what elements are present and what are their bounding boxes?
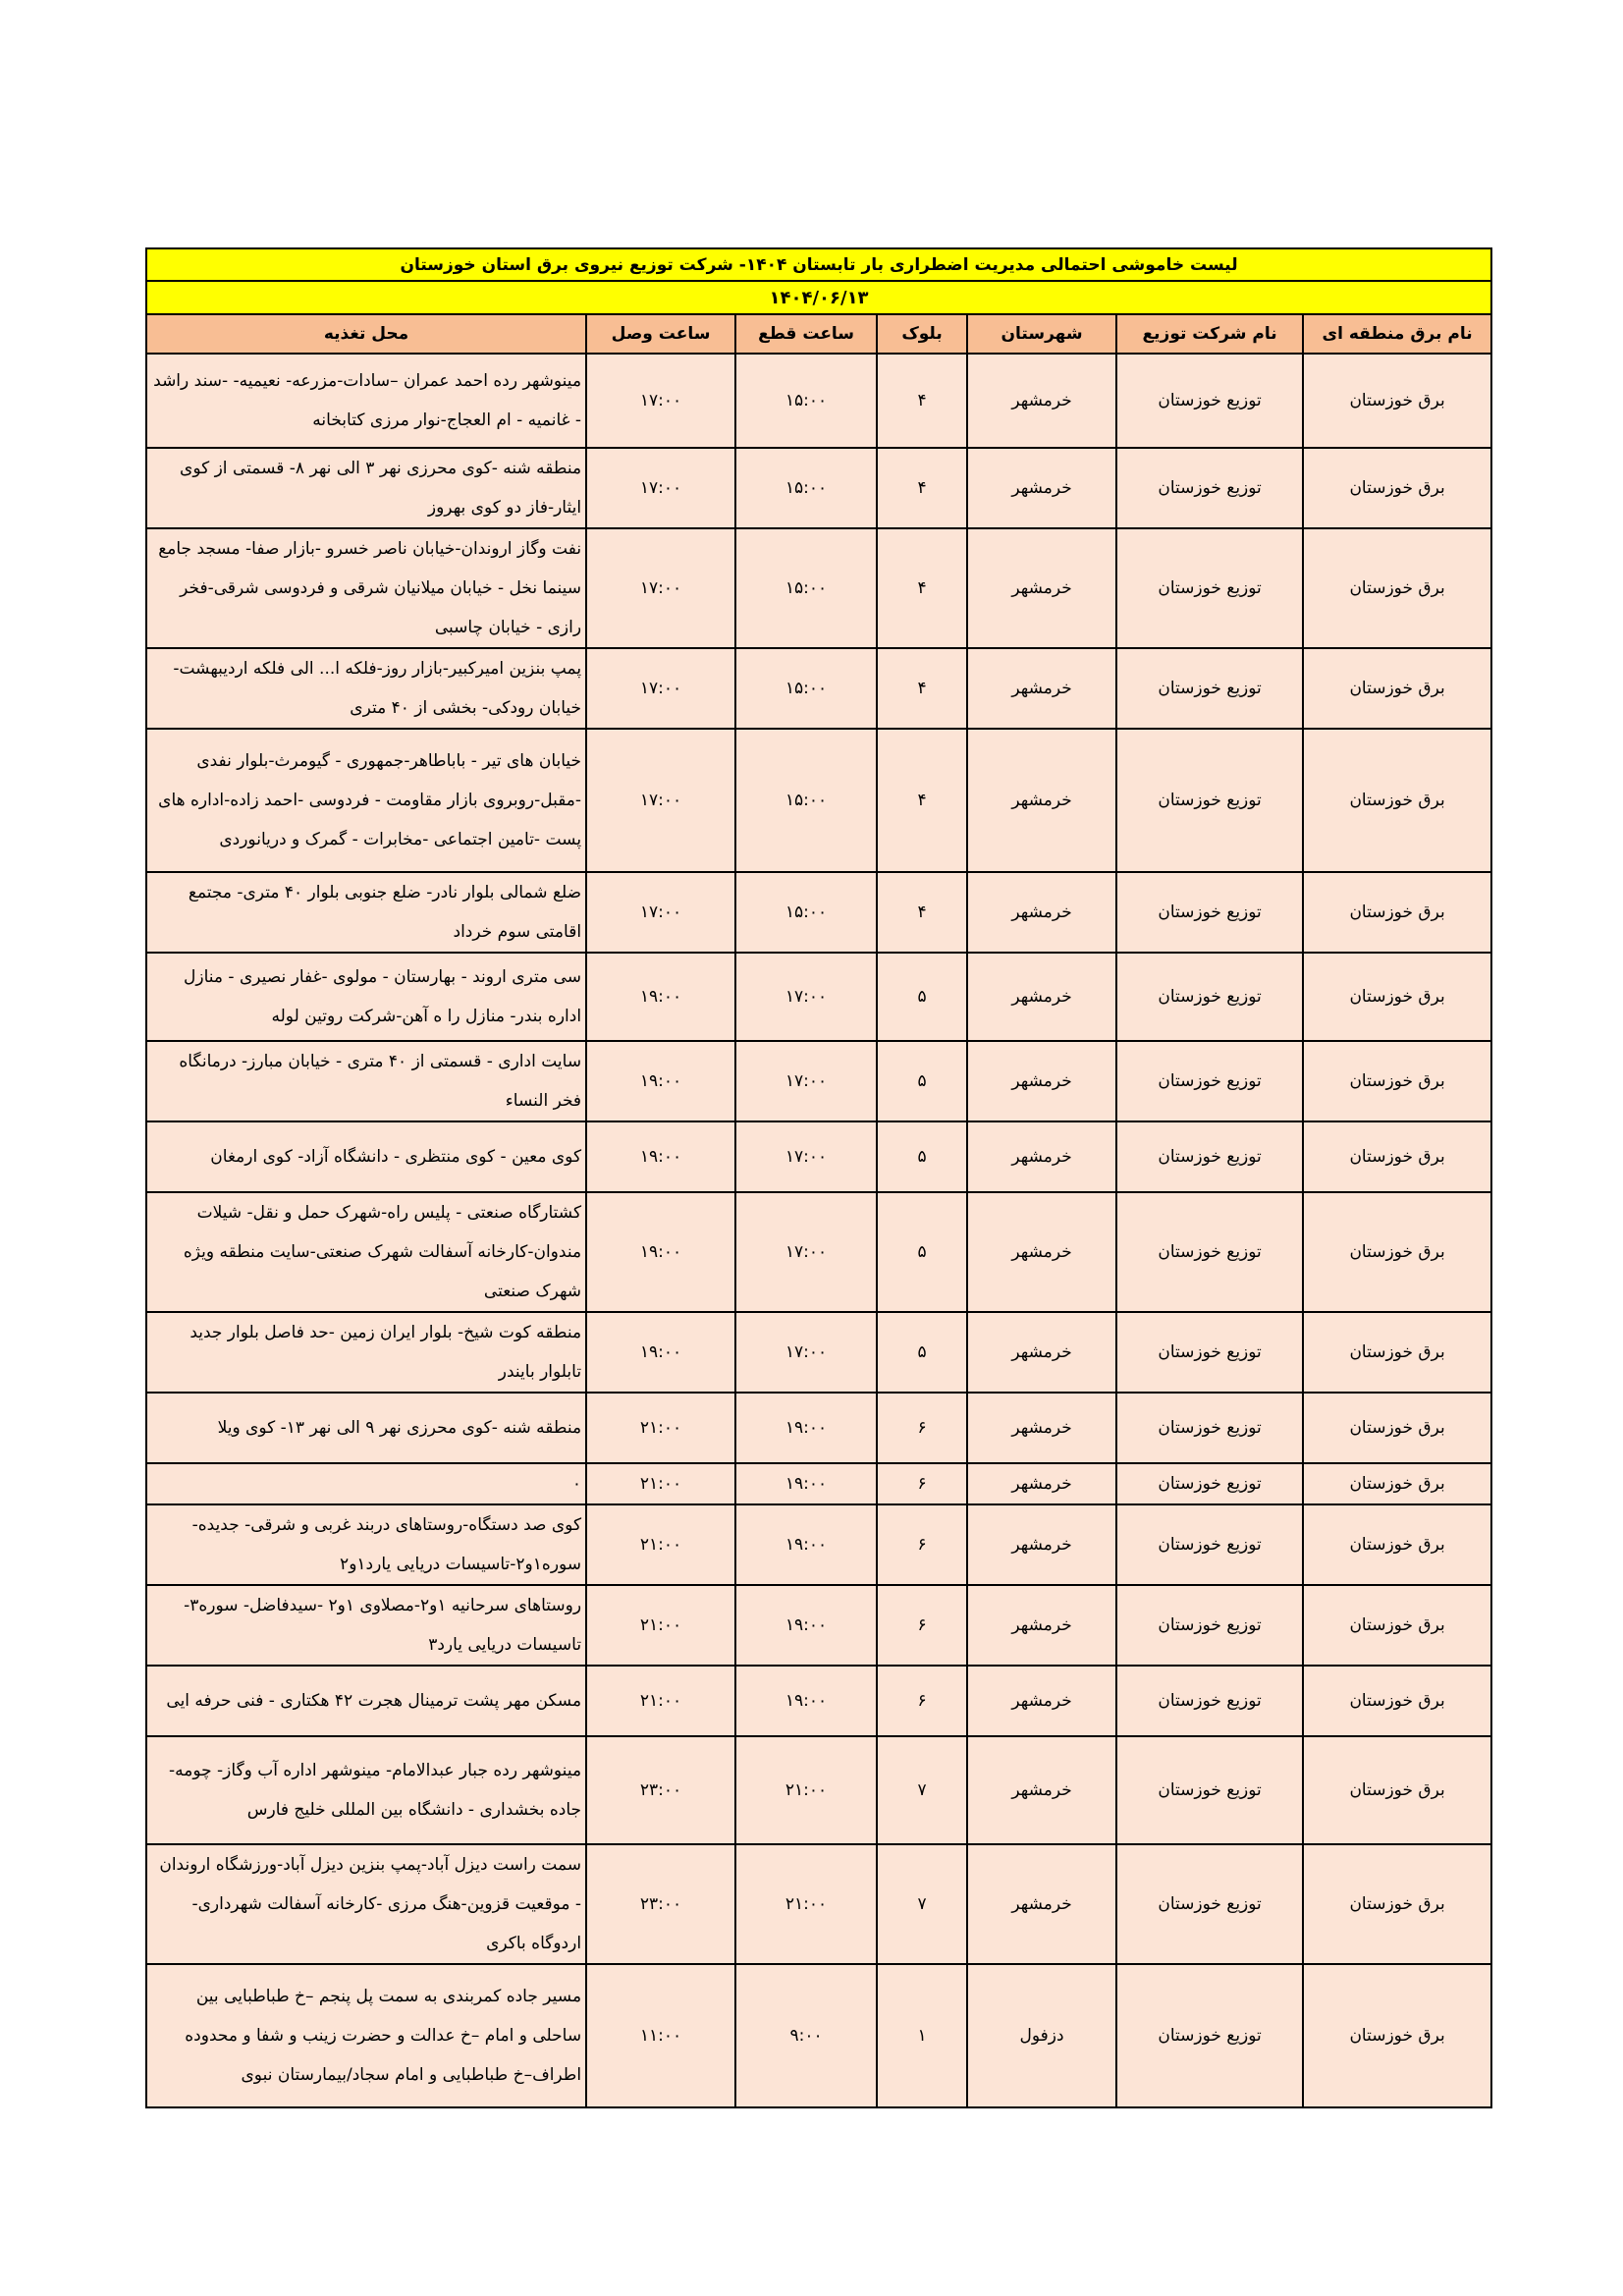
cell-cut-time: ۱۵:۰۰: [735, 729, 877, 872]
table-row: [146, 1666, 1491, 1736]
table-title: لیست خاموشی احتمالی مدیریت اضطراری بار تابستان ۱۴۰۴- شرکت توزیع نیروی برق استان خوزستان: [146, 248, 1491, 281]
cell-location: کوی صد دستگاه-روستاهای دربند غربی و شرقی- جدیده-سوره۱و۲-تاسیسات دریایی یارد۱و۲: [146, 1504, 586, 1585]
cell-region: برق خوزستان: [1303, 1121, 1491, 1192]
cell-company: توزیع خوزستان: [1116, 1041, 1303, 1121]
table-row: [146, 1504, 1491, 1585]
cell-location: کوی معین - کوی منتظری - دانشگاه آزاد- کوی ارمغان: [146, 1121, 586, 1192]
table-body: [146, 354, 1491, 2107]
cell-company: توزیع خوزستان: [1116, 1504, 1303, 1585]
table-row: [146, 1585, 1491, 1666]
table-row: [146, 1312, 1491, 1393]
table-row: [146, 1736, 1491, 1844]
cell-connect-time: ۱۹:۰۰: [586, 1192, 735, 1312]
cell-connect-time: ۱۹:۰۰: [586, 1041, 735, 1121]
cell-company: توزیع خوزستان: [1116, 1666, 1303, 1736]
cell-city: خرمشهر: [967, 729, 1116, 872]
cell-connect-time: ۱۹:۰۰: [586, 1121, 735, 1192]
cell-cut-time: ۱۵:۰۰: [735, 648, 877, 729]
cell-company: توزیع خوزستان: [1116, 953, 1303, 1041]
cell-cut-time: ۱۹:۰۰: [735, 1463, 877, 1504]
table-row: [146, 1041, 1491, 1121]
cell-city: خرمشهر: [967, 872, 1116, 953]
cell-location: منطقه کوت شیخ- بلوار ایران زمین -حد فاصل بلوار جدید تابلوار بایندر: [146, 1312, 586, 1393]
cell-connect-time: ۲۱:۰۰: [586, 1585, 735, 1666]
cell-region: برق خوزستان: [1303, 1666, 1491, 1736]
table-date: ۱۴۰۴/۰۶/۱۳: [146, 281, 1491, 314]
cell-location: منطقه شنه -کوی محرزی نهر ۳ الی نهر ۸- قسمتی از کوی ایثار-فاز دو کوی بهروز: [146, 448, 586, 528]
cell-connect-time: ۲۱:۰۰: [586, 1463, 735, 1504]
table-row: [146, 528, 1491, 648]
cell-city: خرمشهر: [967, 1736, 1116, 1844]
cell-connect-time: ۲۳:۰۰: [586, 1736, 735, 1844]
table-row: [146, 1393, 1491, 1463]
cell-block: ۷: [877, 1844, 967, 1964]
cell-region: برق خوزستان: [1303, 1736, 1491, 1844]
cell-company: توزیع خوزستان: [1116, 1121, 1303, 1192]
cell-block: ۶: [877, 1585, 967, 1666]
cell-company: توزیع خوزستان: [1116, 648, 1303, 729]
cell-company: توزیع خوزستان: [1116, 1585, 1303, 1666]
cell-location: سایت اداری - قسمتی از ۴۰ متری - خیابان مبارز- درمانگاه فخر النساء: [146, 1041, 586, 1121]
cell-region: برق خوزستان: [1303, 1041, 1491, 1121]
cell-connect-time: ۱۷:۰۰: [586, 872, 735, 953]
cell-city: خرمشهر: [967, 1121, 1116, 1192]
cell-company: توزیع خوزستان: [1116, 354, 1303, 448]
cell-region: برق خوزستان: [1303, 953, 1491, 1041]
cell-city: خرمشهر: [967, 953, 1116, 1041]
table-row: [146, 953, 1491, 1041]
cell-company: توزیع خوزستان: [1116, 1964, 1303, 2107]
cell-company: توزیع خوزستان: [1116, 1192, 1303, 1312]
header-location: محل تغذیه: [146, 314, 586, 354]
cell-cut-time: ۱۹:۰۰: [735, 1666, 877, 1736]
cell-city: خرمشهر: [967, 354, 1116, 448]
table-row: [146, 448, 1491, 528]
cell-location: نفت وگاز اروندان-خیابان ناصر خسرو -بازار صفا- مسجد جامع سینما نخل - خیابان میلانیان شرقی و فردوسی شرقی-فخر رازی - خیابان چاسبی: [146, 528, 586, 648]
cell-block: ۵: [877, 1312, 967, 1393]
cell-region: برق خوزستان: [1303, 1463, 1491, 1504]
outage-sheet: [145, 247, 1490, 2108]
cell-city: خرمشهر: [967, 1041, 1116, 1121]
table-row: [146, 729, 1491, 872]
cell-block: ۴: [877, 354, 967, 448]
header-city: شهرستان: [967, 314, 1116, 354]
cell-location: روستاهای سرحانیه ۱و۲-مصلاوی ۱و۲ -سیدفاضل- سوره۳-تاسیسات دریایی یارد۳: [146, 1585, 586, 1666]
cell-city: دزفول: [967, 1964, 1116, 2107]
cell-block: ۴: [877, 872, 967, 953]
cell-location: مینوشهر رده جبار عبدالامام- مینوشهر اداره آب وگاز- چومه- جاده بخشداری - دانشگاه بین المللی خلیج فارس: [146, 1736, 586, 1844]
cell-company: توزیع خوزستان: [1116, 528, 1303, 648]
cell-company: توزیع خوزستان: [1116, 729, 1303, 872]
cell-cut-time: ۲۱:۰۰: [735, 1736, 877, 1844]
cell-location: خیابان های تیر - باباطاهر-جمهوری - گیومرث-بلوار نفدی -مقبل-روبروی بازار مقاومت - فردوسی -احمد زاده-اداره های پست -تامین اجتماعی -مخابرات - گمرک و دریانوردی: [146, 729, 586, 872]
header-cut-time: ساعت قطع: [735, 314, 877, 354]
cell-company: توزیع خوزستان: [1116, 448, 1303, 528]
table-row: [146, 1463, 1491, 1504]
cell-connect-time: ۲۳:۰۰: [586, 1844, 735, 1964]
cell-city: خرمشهر: [967, 1463, 1116, 1504]
cell-cut-time: ۱۵:۰۰: [735, 872, 877, 953]
cell-block: ۴: [877, 729, 967, 872]
header-company: نام شرکت توزیع: [1116, 314, 1303, 354]
cell-connect-time: ۱۷:۰۰: [586, 729, 735, 872]
cell-company: توزیع خوزستان: [1116, 1312, 1303, 1393]
cell-cut-time: ۱۷:۰۰: [735, 953, 877, 1041]
table-row: [146, 1192, 1491, 1312]
header-block: بلوک: [877, 314, 967, 354]
cell-connect-time: ۲۱:۰۰: [586, 1393, 735, 1463]
cell-region: برق خوزستان: [1303, 729, 1491, 872]
cell-block: ۴: [877, 648, 967, 729]
cell-block: ۵: [877, 1121, 967, 1192]
table-row: [146, 1121, 1491, 1192]
table-row: [146, 872, 1491, 953]
cell-block: ۴: [877, 448, 967, 528]
cell-city: خرمشهر: [967, 1192, 1116, 1312]
table-row: [146, 648, 1491, 729]
cell-city: خرمشهر: [967, 448, 1116, 528]
cell-cut-time: ۱۵:۰۰: [735, 448, 877, 528]
cell-location: منطقه شنه -کوی محرزی نهر ۹ الی نهر ۱۳- کوی ویلا: [146, 1393, 586, 1463]
cell-cut-time: ۱۵:۰۰: [735, 354, 877, 448]
cell-region: برق خوزستان: [1303, 354, 1491, 448]
cell-block: ۶: [877, 1463, 967, 1504]
cell-city: خرمشهر: [967, 528, 1116, 648]
cell-location: ۰: [146, 1463, 586, 1504]
cell-block: ۱: [877, 1964, 967, 2107]
cell-connect-time: ۱۹:۰۰: [586, 953, 735, 1041]
cell-connect-time: ۱۷:۰۰: [586, 648, 735, 729]
header-connect-time: ساعت وصل: [586, 314, 735, 354]
cell-cut-time: ۱۷:۰۰: [735, 1192, 877, 1312]
cell-location: سمت راست دیزل آباد-پمپ بنزین دیزل آباد-ورزشگاه اروندان - موقعیت قزوین-هنگ مرزی -کارخانه آسفالت شهرداری-اردوگاه باکری: [146, 1844, 586, 1964]
cell-region: برق خوزستان: [1303, 1192, 1491, 1312]
cell-region: برق خوزستان: [1303, 1312, 1491, 1393]
cell-connect-time: ۲۱:۰۰: [586, 1504, 735, 1585]
cell-block: ۵: [877, 1041, 967, 1121]
cell-cut-time: ۱۷:۰۰: [735, 1312, 877, 1393]
cell-cut-time: ۱۷:۰۰: [735, 1121, 877, 1192]
cell-connect-time: ۲۱:۰۰: [586, 1666, 735, 1736]
cell-city: خرمشهر: [967, 648, 1116, 729]
cell-location: پمپ بنزین امیرکبیر-بازار روز-فلکه ا... الی فلکه اردیبهشت-خیابان رودکی- بخشی از ۴۰ متری: [146, 648, 586, 729]
cell-cut-time: ۹:۰۰: [735, 1964, 877, 2107]
cell-connect-time: ۱۷:۰۰: [586, 528, 735, 648]
cell-city: خرمشهر: [967, 1393, 1116, 1463]
cell-city: خرمشهر: [967, 1844, 1116, 1964]
cell-location: سی متری اروند - بهارستان - مولوی -غفار نصیری - منازل اداره بندر- منازل را ه آهن-شرکت روتین لوله: [146, 953, 586, 1041]
cell-company: توزیع خوزستان: [1116, 1393, 1303, 1463]
cell-region: برق خوزستان: [1303, 648, 1491, 729]
cell-location: مسیر جاده کمربندی به سمت پل پنجم –خ طباطبایی بین ساحلی و امام –خ عدالت و حضرت زینب و شفا و محدوده اطراف–خ طباطبایی و امام سجاد/بیمارستان نبوی: [146, 1964, 586, 2107]
cell-company: توزیع خوزستان: [1116, 1736, 1303, 1844]
cell-city: خرمشهر: [967, 1666, 1116, 1736]
cell-block: ۴: [877, 528, 967, 648]
cell-cut-time: ۱۹:۰۰: [735, 1504, 877, 1585]
cell-cut-time: ۱۵:۰۰: [735, 528, 877, 648]
cell-region: برق خوزستان: [1303, 1504, 1491, 1585]
header-region: نام برق منطقه ای: [1303, 314, 1491, 354]
cell-block: ۶: [877, 1504, 967, 1585]
cell-region: برق خوزستان: [1303, 528, 1491, 648]
cell-region: برق خوزستان: [1303, 448, 1491, 528]
table-row: [146, 1964, 1491, 2107]
cell-company: توزیع خوزستان: [1116, 1844, 1303, 1964]
cell-cut-time: ۱۹:۰۰: [735, 1585, 877, 1666]
cell-location: مسکن مهر پشت ترمینال هجرت ۴۲ هکتاری - فنی حرفه ایی: [146, 1666, 586, 1736]
cell-connect-time: ۱۱:۰۰: [586, 1964, 735, 2107]
cell-block: ۷: [877, 1736, 967, 1844]
cell-company: توزیع خوزستان: [1116, 872, 1303, 953]
cell-region: برق خوزستان: [1303, 1964, 1491, 2107]
cell-connect-time: ۱۹:۰۰: [586, 1312, 735, 1393]
cell-connect-time: ۱۷:۰۰: [586, 354, 735, 448]
cell-location: ضلع شمالی بلوار نادر- ضلع جنوبی بلوار ۴۰ متری- مجتمع اقامتی سوم خرداد: [146, 872, 586, 953]
cell-region: برق خوزستان: [1303, 1844, 1491, 1964]
cell-city: خرمشهر: [967, 1504, 1116, 1585]
cell-block: ۶: [877, 1666, 967, 1736]
cell-block: ۵: [877, 1192, 967, 1312]
table-row: [146, 1844, 1491, 1964]
cell-region: برق خوزستان: [1303, 1393, 1491, 1463]
cell-region: برق خوزستان: [1303, 1585, 1491, 1666]
cell-location: کشتارگاه صنعتی - پلیس راه-شهرک حمل و نقل- شیلات مندوان-کارخانه آسفالت شهرک صنعتی-سایت منطقه ویژه شهرک صنعتی: [146, 1192, 586, 1312]
cell-company: توزیع خوزستان: [1116, 1463, 1303, 1504]
cell-location: مینوشهر رده احمد عمران –سادات-مزرعه- نعیمیه- -سند راشد - غانمیه - ام العجاج-نوار مرزی کتابخانه: [146, 354, 586, 448]
cell-cut-time: ۲۱:۰۰: [735, 1844, 877, 1964]
cell-block: ۵: [877, 953, 967, 1041]
outage-table: [145, 247, 1492, 2108]
cell-city: خرمشهر: [967, 1312, 1116, 1393]
cell-connect-time: ۱۷:۰۰: [586, 448, 735, 528]
cell-city: خرمشهر: [967, 1585, 1116, 1666]
table-row: [146, 354, 1491, 448]
cell-block: ۶: [877, 1393, 967, 1463]
cell-region: برق خوزستان: [1303, 872, 1491, 953]
cell-cut-time: ۱۷:۰۰: [735, 1041, 877, 1121]
cell-cut-time: ۱۹:۰۰: [735, 1393, 877, 1463]
